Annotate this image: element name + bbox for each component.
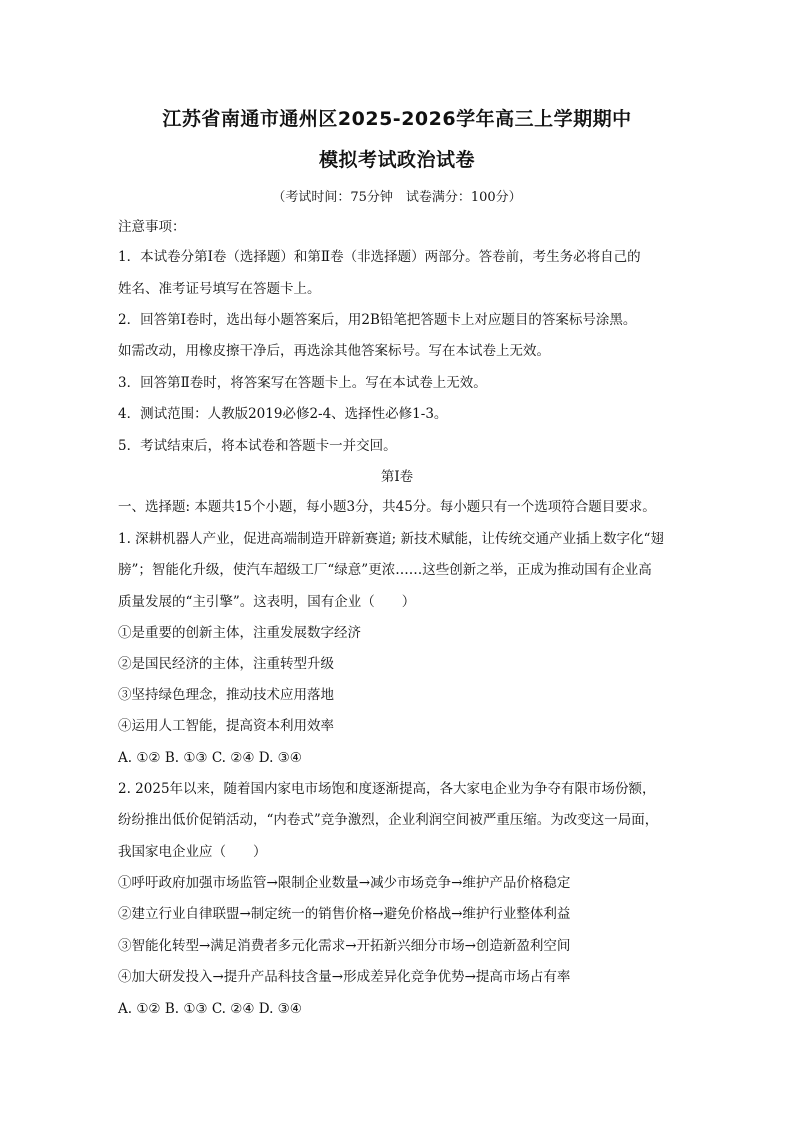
exam-subtitle: （考试时间：75分钟 试卷满分：100分） <box>272 190 522 205</box>
question-2-answers: A. ①② B. ①③ C. ②④ D. ③④ <box>118 1001 302 1017</box>
question-1-option: ③坚持绿色理念，推动技术应用落地 <box>118 687 334 703</box>
question-1-option: ①是重要的创新主体，注重发展数字经济 <box>118 625 361 641</box>
question-2-stem: 2. 2025年以来，随着国内家电市场饱和度逐渐提高，各大家电企业为争夺有限市场份额， <box>118 781 656 797</box>
notice-line: 4．测试范围：人教版2019必修2-4、选择性必修1-3。 <box>118 406 448 422</box>
exam-title-line2: 模拟考试政治试卷 <box>318 149 475 171</box>
notice-line: 3．回答第Ⅱ卷时，将答案写在答题卡上。写在本试卷上无效。 <box>118 375 487 391</box>
notice-line: 如需改动，用橡皮擦干净后，再选涂其他答案标号。写在本试卷上无效。 <box>118 343 550 359</box>
question-2-option: ④加大研发投入→提升产品科技含量→形成差异化竞争优势→提高市场占有率 <box>118 969 571 985</box>
question-1-stem: 质量发展的“主引擎”。这表明，国有企业（ ） <box>118 594 416 610</box>
question-1-stem: 膀”；智能化升级，使汽车超级工厂“绿意”更浓……这些创新之举，正成为推动国有企业高 <box>118 562 652 578</box>
notice-line: 1．本试卷分第Ⅰ卷（选择题）和第Ⅱ卷（非选择题）两部分。答卷前，考生务必将自己的 <box>118 249 641 265</box>
question-1-option: ②是国民经济的主体，注重转型升级 <box>118 656 334 672</box>
notice-heading: 注意事项： <box>118 219 186 235</box>
question-2-option: ①呼吁政府加强市场监管→限制企业数量→减少市场竞争→维护产品价格稳定 <box>118 875 571 891</box>
question-1-stem: 1. 深耕机器人产业，促进高端制造开辟新赛道; 新技术赋能，让传统交通产业插上数字化“翅 <box>118 531 664 547</box>
notice-line: 5．考试结束后，将本试卷和答题卡一并交回。 <box>118 438 397 454</box>
exam-title-line1: 江苏省南通市通州区2025-2026学年高三上学期期中 <box>162 108 632 130</box>
question-1-option: ④运用人工智能，提高资本利用效率 <box>118 718 334 734</box>
notice-line: 姓名、准考证号填写在答题卡上。 <box>118 281 321 297</box>
part-heading: 第Ⅰ卷 <box>380 469 414 485</box>
question-2-option: ③智能化转型→满足消费者多元化需求→开拓新兴细分市场→创造新盈利空间 <box>118 938 571 954</box>
section-heading: 一、选择题: 本题共15个小题，每小题3分，共45分。每小题只有一个选项符合题目要求。 <box>118 499 656 515</box>
question-2-stem: 我国家电企业应（ ） <box>118 844 267 860</box>
question-2-stem: 纷纷推出低价促销活动，“内卷式”竞争激烈，企业利润空间被严重压缩。为改变这一局面， <box>118 812 659 828</box>
question-1-answers: A. ①② B. ①③ C. ②④ D. ③④ <box>118 750 302 766</box>
question-2-option: ②建立行业自律联盟→制定统一的销售价格→避免价格战→维护行业整体利益 <box>118 906 571 922</box>
notice-line: 2．回答第Ⅰ卷时，选出每小题答案后，用2B铅笔把答题卡上对应题目的答案标号涂黑。 <box>118 312 637 328</box>
